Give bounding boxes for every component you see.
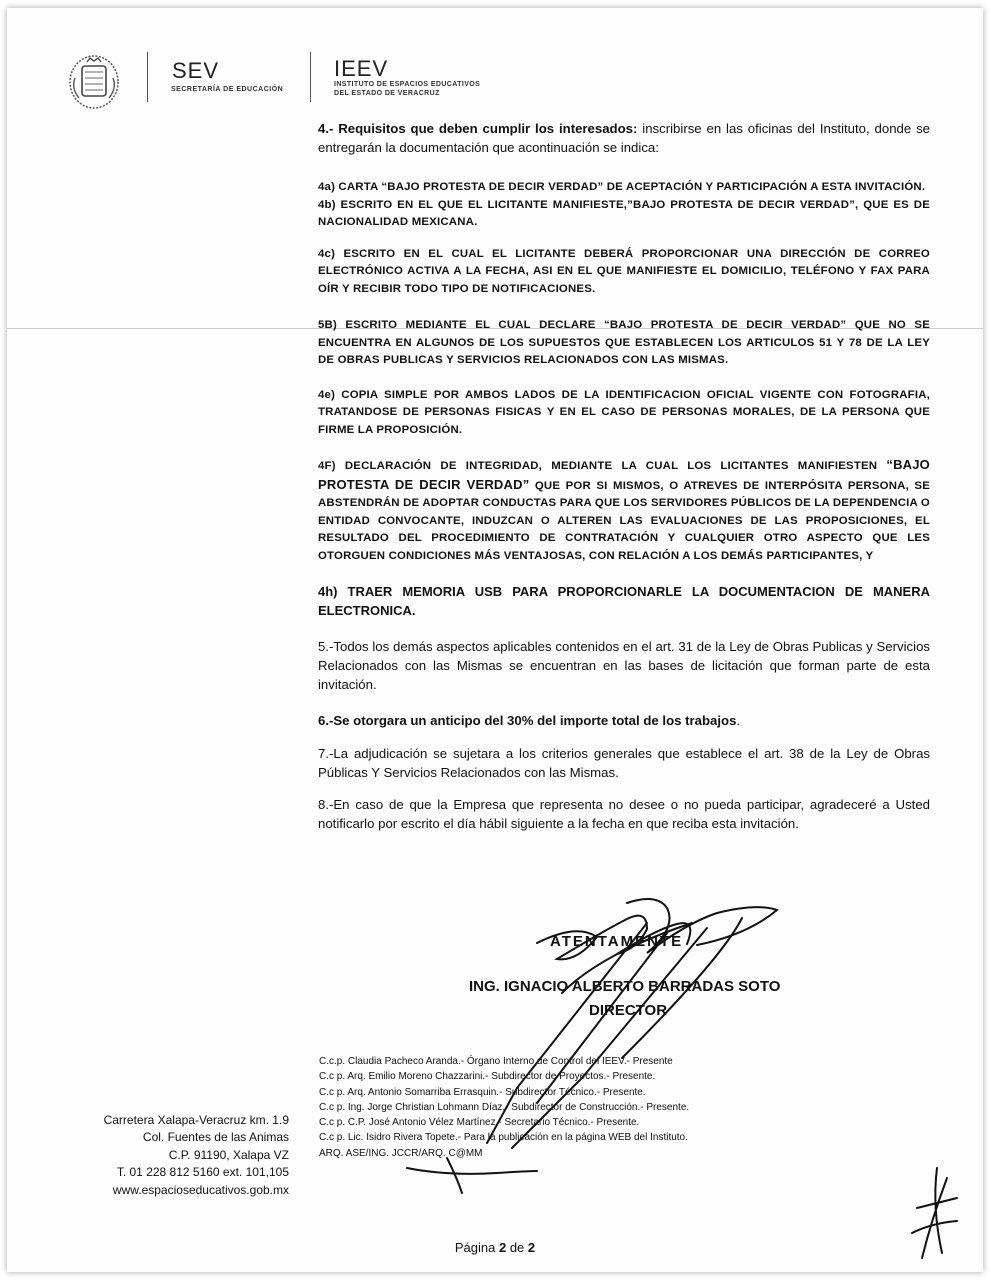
- ccp-line: ARQ. ASE/ING. JCCR/ARQ. C@MM: [319, 1147, 483, 1159]
- requirement-4f-intro: 4F) DECLARACIÓN DE INTEGRIDAD, MEDIANTE LA CUAL LOS LICITANTES MANIFIESTEN: [318, 460, 887, 472]
- ieev-subtitle-line: DEL ESTADO DE VERACRUZ: [334, 90, 440, 97]
- sev-logo-subtitle: SECRETARÍA DE EDUCACIÓN: [171, 86, 284, 93]
- of-word: de: [506, 1240, 528, 1255]
- ccp-line: C.c.p. Claudia Pacheco Aranda.- Órgano Interno de Control del IEEV.- Presente: [319, 1056, 673, 1067]
- section-8: 8.-En caso de que la Empresa que representa no desee o no pueda participar, agradeceré a Usted notificarlo por escrito el día hábil siguiente a la fecha en que reciba esta invitación.: [318, 797, 930, 831]
- ieev-logo-subtitle: [334, 80, 534, 98]
- section-6: [318, 711, 930, 730]
- address-line: T. 01 228 812 5160 ext. 101,105: [116, 1165, 289, 1180]
- document-page: [7, 8, 983, 1272]
- ccp-list: [319, 1054, 799, 1161]
- ccp-line: C.c p. Lic. Isidro Rivera Topete.- Para la publicación en la página WEB del Instituto.: [319, 1132, 688, 1144]
- ccp-line: C.c p. Arq. Antonio Somarriba Errasquin.- Subdirector Técnico.- Presente.: [319, 1086, 646, 1098]
- website-link[interactable]: www.espacioseducativos.gob.mx: [112, 1182, 289, 1197]
- page-number: [7, 1240, 983, 1255]
- institute-address: [67, 1112, 289, 1199]
- sev-logo-name: SEV: [172, 58, 220, 83]
- address-line: Carretera Xalapa-Veracruz km. 1.9: [103, 1113, 289, 1127]
- section-6-period: .: [736, 713, 741, 728]
- letter-body: [318, 119, 930, 833]
- current-page: 2: [498, 1240, 507, 1255]
- signatory-title: DIRECTOR: [589, 1002, 668, 1019]
- requirement-4a: 4a) CARTA “BAJO PROTESTA DE DECIR VERDAD” DE ACEPTACIÓN Y PARTICIPACIÓN A ESTA INVITACIÓN.: [318, 181, 926, 193]
- ccp-line: C.c p. Arq. Emilio Moreno Chazzarini.- Subdirector de Proyectos.- Presente.: [319, 1071, 656, 1083]
- signatory-name: ING. IGNACIO ALBERTO BARRADAS SOTO: [469, 978, 781, 995]
- ccp-line: C.c p. C.P. José Antonio Vélez Martínez.- Secretario Técnico.- Presente.: [319, 1117, 640, 1129]
- section-4-text: inscribirse en las oficinas del Instituto, donde se entregarán la documentación que acontinuación se indica:: [318, 121, 931, 155]
- section-4-requirements: [318, 119, 930, 157]
- closing-atentamente: ATENTAMENTE: [550, 933, 684, 950]
- veracruz-seal-icon: [65, 52, 123, 110]
- ieev-subtitle-line: INSTITUTO DE ESPACIOS EDUCATIVOS: [334, 81, 481, 88]
- ieev-logo-name: IEEV: [334, 56, 389, 81]
- requirement-5b: 5B) ESCRITO MEDIANTE EL CUAL DECLARE “BAJO PROTESTA DE DECIR VERDAD” QUE NO SE ENCUENTRA EN ALGUNOS DE LOS SUPUESTOS QUE ESTABLECEN LOS ARTICULOS 51 Y 78 DE LA LEY DE OBRAS PUBLICAS Y SERVICIOS RELACIONADOS CON LAS MISMAS.: [318, 319, 930, 366]
- requirement-4b: 4b) ESCRITO EN EL QUE EL LICITANTE MANIFIESTE,”BAJO PROTESTA DE DECIR VERDAD”, QUE ES DE NACIONALIDAD MEXICANA.: [318, 198, 930, 228]
- page-word: Página: [454, 1240, 499, 1255]
- requirement-4f-protest: “BAJO PROTESTA DE DECIR VERDAD”: [318, 457, 930, 492]
- header-divider: [310, 52, 311, 102]
- requirement-4f-rest: QUE POR SI MISMOS, O ATREVES DE INTERPÓSITA PERSONA, SE ABSTENDRÁN DE ADOPTAR CONDUCTAS PARA QUE LOS SERVIDORES PÚBLICOS DE LA DEPENDENCIA O ENTIDAD CONVOCANTE, INDUZCAN O ALTEREN LAS EVALUACIONES DE LAS PROPOSICIONES, EL RESULTADO DEL PROCEDIMIENTO DE CONTRATACIÓN Y CUALQUIER OTRO ASPECTO QUE LES OTORGUEN CONDICIONES MÁS VENTAJOSAS, CON RELACIÓN A LOS DEMÁS PARTICIPANTES, Y: [318, 479, 930, 562]
- address-line: C.P. 91190, Xalapa VZ: [168, 1147, 289, 1162]
- requirement-4h: 4h) TRAER MEMORIA USB PARA PROPORCIONARLE LA DOCUMENTACION DE MANERA ELECTRONICA.: [318, 584, 930, 618]
- requirement-4e: 4e) COPIA SIMPLE POR AMBOS LADOS DE LA IDENTIFICACION OFICIAL VIGENTE CON FOTOGRAFIA, TRATANDOSE DE PERSONAS FISICAS Y EN EL CASO DE PERSONAS MORALES, DE LA PERSONA QUE FIRME LA PROPOSICIÓN.: [318, 388, 930, 436]
- ccp-line: C.c p. Ing. Jorge Christian Lohmann Díaz.- Subdirector de Construcción.- Presente.: [319, 1101, 690, 1113]
- section-4-label: 4.- Requisitos que deben cumplir los interesados:: [318, 121, 638, 136]
- requirement-4c: 4c) ESCRITO EN EL CUAL EL LICITANTE DEBERÁ PROPORCIONAR UNA DIRECCIÓN DE CORREO ELECTRÓNICO ACTIVA A LA FECHA, ASI EN EL QUE MANIFIESTE EL DOMICILIO, TELÉFONO Y FAX PARA OÍR Y RECIBIR TODO TIPO DE NOTIFICACIONES.: [318, 247, 930, 295]
- address-line: Col. Fuentes de las Animas: [142, 1130, 289, 1145]
- section-5: 5.-Todos los demás aspectos aplicables contenidos en el art. 31 de la Ley de Obras Publicas y Servicios Relacionados con las Mismas se encuentran en las bases de licitación que forman parte de esta invitación.: [318, 639, 930, 692]
- section-6-text: 6.-Se otorgara un anticipo del 30% del importe total de los trabajos: [318, 713, 737, 728]
- section-7: 7.-La adjudicación se sujetara a los criterios generales que establece el art. 38 de la Ley de Obras Públicas Y Servicios Relacionados con las Mismas.: [318, 746, 930, 780]
- header-divider: [147, 52, 148, 102]
- total-pages: 2: [527, 1240, 536, 1255]
- requirement-4f: [318, 456, 930, 565]
